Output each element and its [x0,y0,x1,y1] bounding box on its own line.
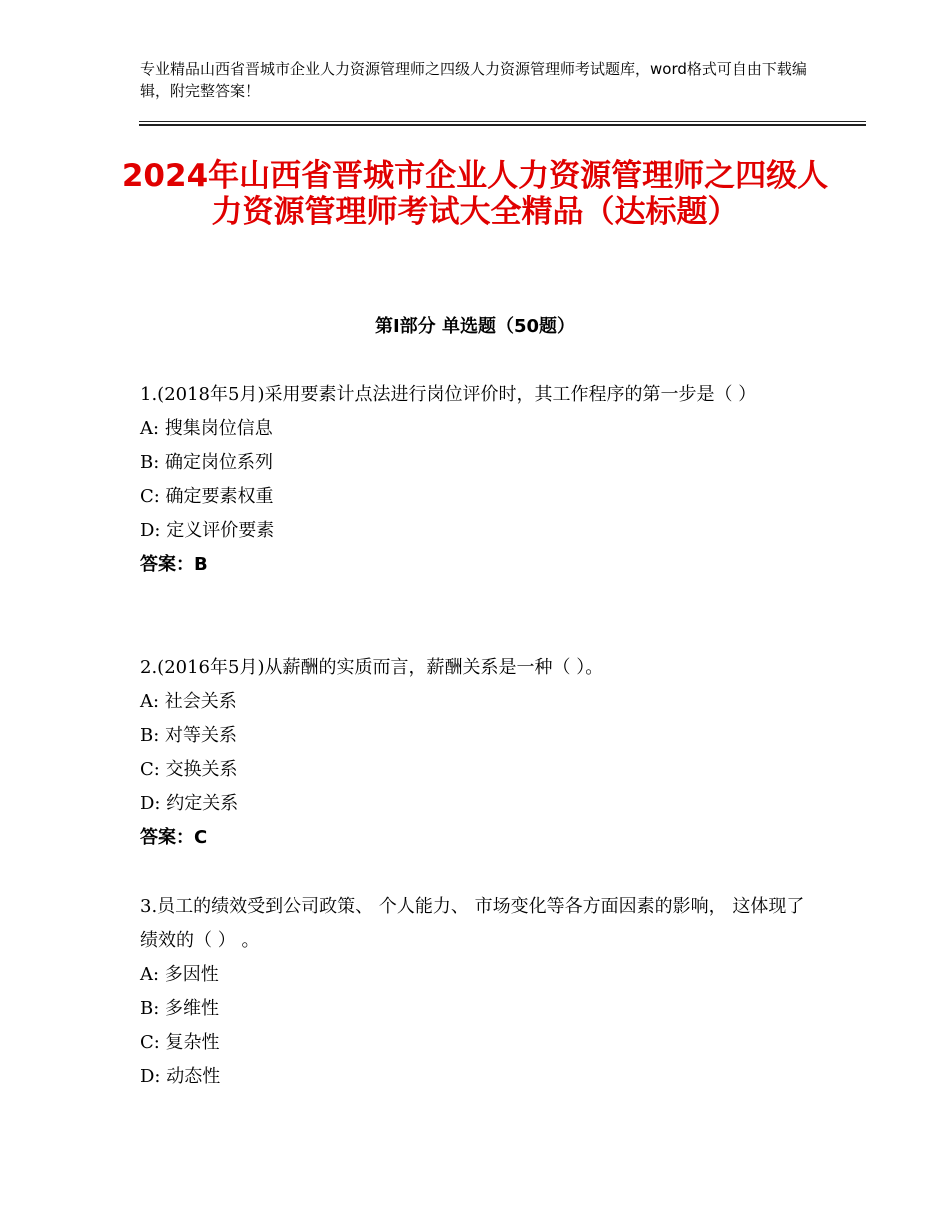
question-stem: 3.员工的绩效受到公司政策、 个人能力、 市场变化等各方面因素的影响， 这体现了绩效的（ ） 。 [140,896,805,951]
option-a: A: 社会关系 [140,691,237,712]
question-stem: 1.(2018年5月)采用要素计点法进行岗位评价时，其工作程序的第一步是（ ） [140,384,757,405]
answer: 答案：C [140,827,208,848]
option-a: A: 多因性 [140,964,219,985]
question-stem: 2.(2016年5月)从薪酬的实质而言，薪酬关系是一种（ ）。 [140,657,604,678]
option-b: B: 确定岗位系列 [140,452,274,473]
header-divider-thin [139,121,866,122]
option-c: C: 复杂性 [140,1032,220,1053]
document-title: 2024年山西省晋城市企业人力资源管理师之四级人力资源管理师考试大全精品（达标题） [121,158,829,230]
option-c: C: 交换关系 [140,759,238,780]
option-a: A: 搜集岗位信息 [140,418,273,439]
option-b: B: 对等关系 [140,725,238,746]
question-1 [140,378,820,582]
question-3 [140,890,820,1094]
header-divider-thick [139,124,866,126]
option-b: B: 多维性 [140,998,220,1019]
question-2 [140,651,820,855]
option-d: D: 定义评价要素 [140,520,275,541]
option-c: C: 确定要素权重 [140,486,274,507]
header-note: 专业精品山西省晋城市企业人力资源管理师之四级人力资源管理师考试题库，word格式可自由下载编辑，附完整答案！ [140,60,807,100]
option-d: D: 动态性 [140,1066,221,1087]
answer: 答案：B [140,554,208,575]
option-d: D: 约定关系 [140,793,239,814]
section-title: 第Ⅰ部分 单选题（50题） [374,316,575,337]
